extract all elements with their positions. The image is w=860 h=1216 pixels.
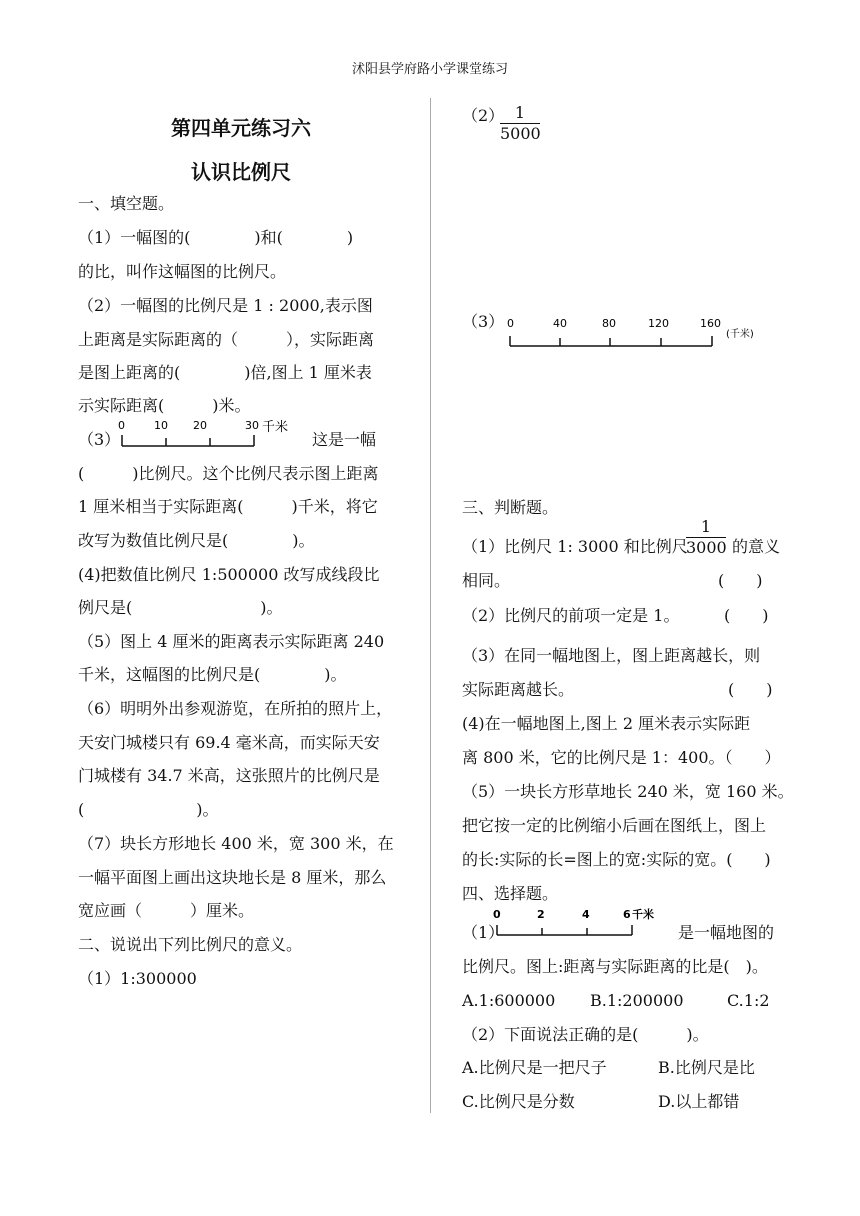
answer-paren: ( ) xyxy=(724,606,769,625)
s1-line: 上距离是实际距离的（ ），实际距离 xyxy=(78,330,375,349)
section2-heading: 二、说说出下列比例尺的意义。 xyxy=(78,935,303,954)
s1-line: 一幅平面图上画出这块地长是 8 厘米，那么 xyxy=(78,868,387,887)
column-divider xyxy=(430,98,431,1113)
s4-q2-text: （2）下面说法正确的是( )。 xyxy=(462,1025,709,1044)
section4-heading: 四、选择题。 xyxy=(462,884,559,903)
s3-q5-text: 的长:实际的长=图上的宽:实际的宽。( ) xyxy=(462,850,771,869)
s1-line: 改写为数值比例尺是( )。 xyxy=(78,531,315,550)
s3-q2-text: （2）比例尺的前项一定是 1。 xyxy=(462,606,680,625)
s1-line: （2）一幅图的比例尺是 1 : 2000,表示图 xyxy=(78,296,373,315)
scale-tick-label: 4 xyxy=(582,908,590,921)
scale-tick-label: 0 xyxy=(493,908,501,921)
scale-tick-label: 10 xyxy=(154,419,168,432)
s2-item2-label: （2） xyxy=(462,106,505,125)
scale-tick-label: 120 xyxy=(648,317,669,330)
school-header: 沭阳县学府路小学课堂练习 xyxy=(351,62,508,77)
option-a: A.1:600000 xyxy=(462,991,556,1010)
s1-line: 门城楼有 34.7 米高，这张照片的比例尺是 xyxy=(78,766,380,785)
scale-tick-label: 0 xyxy=(118,419,125,432)
s1-line: 宽应画（ ）厘米。 xyxy=(78,901,255,920)
section1-heading: 一、填空题。 xyxy=(78,194,175,213)
s3-q3-text: （3）在同一幅地图上，图上距离越长，则 xyxy=(462,646,761,665)
s1-line: （1）一幅图的( )和( ) xyxy=(78,228,354,247)
s2-item3-label: （3） xyxy=(462,312,505,331)
s3-q1-text: 相同。 xyxy=(462,571,511,590)
s4-q1-text: 比例尺。图上:距离与实际距离的比是( )。 xyxy=(462,957,768,976)
s1-line: 天安门城楼只有 69.4 毫米高，而实际天安 xyxy=(78,733,380,752)
s3-q1-text: 的意义 xyxy=(732,537,781,556)
s3-q4-text: 离 800 米，它的比例尺是 1：400。（ ） xyxy=(462,748,781,767)
scale-unit: 千米 xyxy=(632,908,654,921)
s1-line: (4)把数值比例尺 1:500000 改写成线段比 xyxy=(78,565,380,584)
scale-tick-label: 6 xyxy=(623,908,631,921)
s4-q1-text: 是一幅地图的 xyxy=(678,923,775,942)
scale-tick-label: 80 xyxy=(602,317,616,330)
s1-line: 是图上距离的( )倍,图上 1 厘米表 xyxy=(78,363,372,382)
s1-line: 1 厘米相当于实际距离( )千米，将它 xyxy=(78,497,378,516)
scale-bar-figure xyxy=(490,904,670,942)
s1-line: 的比，叫作这幅图的比例尺。 xyxy=(78,262,287,281)
s1-line: （5）图上 4 厘米的距离表示实际距离 240 xyxy=(78,632,385,651)
scale-bar-figure xyxy=(114,416,304,452)
option-c: C.1:2 xyxy=(727,991,770,1010)
fraction-numerator: 1 xyxy=(514,103,526,122)
s1-line: 千米，这幅图的比例尺是( )。 xyxy=(78,665,347,684)
s1-line: （6）明明外出参观游览，在所拍的照片上， xyxy=(78,699,393,718)
s4-q1-label: （1） xyxy=(462,923,505,942)
scale-bar-figure xyxy=(500,312,768,354)
scale-tick-label: 2 xyxy=(537,908,545,921)
s3-q3-text: 实际距离越长。 xyxy=(462,680,575,699)
s1-line: （7）块长方形地长 400 米，宽 300 米，在 xyxy=(78,834,394,853)
section3-heading: 三、判断题。 xyxy=(462,498,559,517)
s3-q5-text: （5）一块长方形草地长 240 米，宽 160 米。 xyxy=(462,782,794,801)
s3-q1-text: （1）比例尺 1: 3000 和比例尺 xyxy=(462,537,688,556)
s3-q5-text: 把它按一定的比例缩小后画在图纸上，图上 xyxy=(462,816,767,835)
scale-unit: (千米) xyxy=(726,329,754,340)
page-title: 第四单元练习六 xyxy=(171,116,311,140)
fraction-numerator: 1 xyxy=(700,517,712,536)
s1-line: 这是一幅 xyxy=(312,430,377,449)
option-c: C.比例尺是分数 xyxy=(462,1092,575,1111)
scale-tick-label: 40 xyxy=(553,317,567,330)
s2-item1: （1）1:300000 xyxy=(78,969,197,988)
option-a: A.比例尺是一把尺子 xyxy=(462,1058,607,1077)
scale-tick-label: 0 xyxy=(507,317,514,330)
s1-line: 例尺是( )。 xyxy=(78,598,283,617)
s1-line: （3） xyxy=(78,430,121,449)
option-b: B.1:200000 xyxy=(590,991,684,1010)
option-b: B.比例尺是比 xyxy=(658,1058,755,1077)
scale-tick-label: 20 xyxy=(193,419,207,432)
s1-line: ( )。 xyxy=(78,800,219,819)
fraction-1-3000 xyxy=(686,518,726,557)
s1-line: ( )比例尺。这个比例尺表示图上距离 xyxy=(78,464,379,483)
scale-tick-label: 160 xyxy=(700,317,721,330)
answer-paren: ( ) xyxy=(728,680,773,699)
page-subtitle: 认识比例尺 xyxy=(191,160,291,184)
fraction-denominator: 3000 xyxy=(686,538,727,557)
answer-paren: ( ) xyxy=(718,571,763,590)
scale-tick-label: 30 xyxy=(245,419,259,432)
fraction-denominator: 5000 xyxy=(500,124,541,143)
scale-unit: 千米 xyxy=(262,420,289,435)
fraction-1-5000 xyxy=(500,104,540,143)
s3-q4-text: (4)在一幅地图上,图上 2 厘米表示实际距 xyxy=(462,714,751,733)
s1-line: 示实际距离( )米。 xyxy=(78,396,251,415)
option-d: D.以上都错 xyxy=(658,1092,740,1111)
